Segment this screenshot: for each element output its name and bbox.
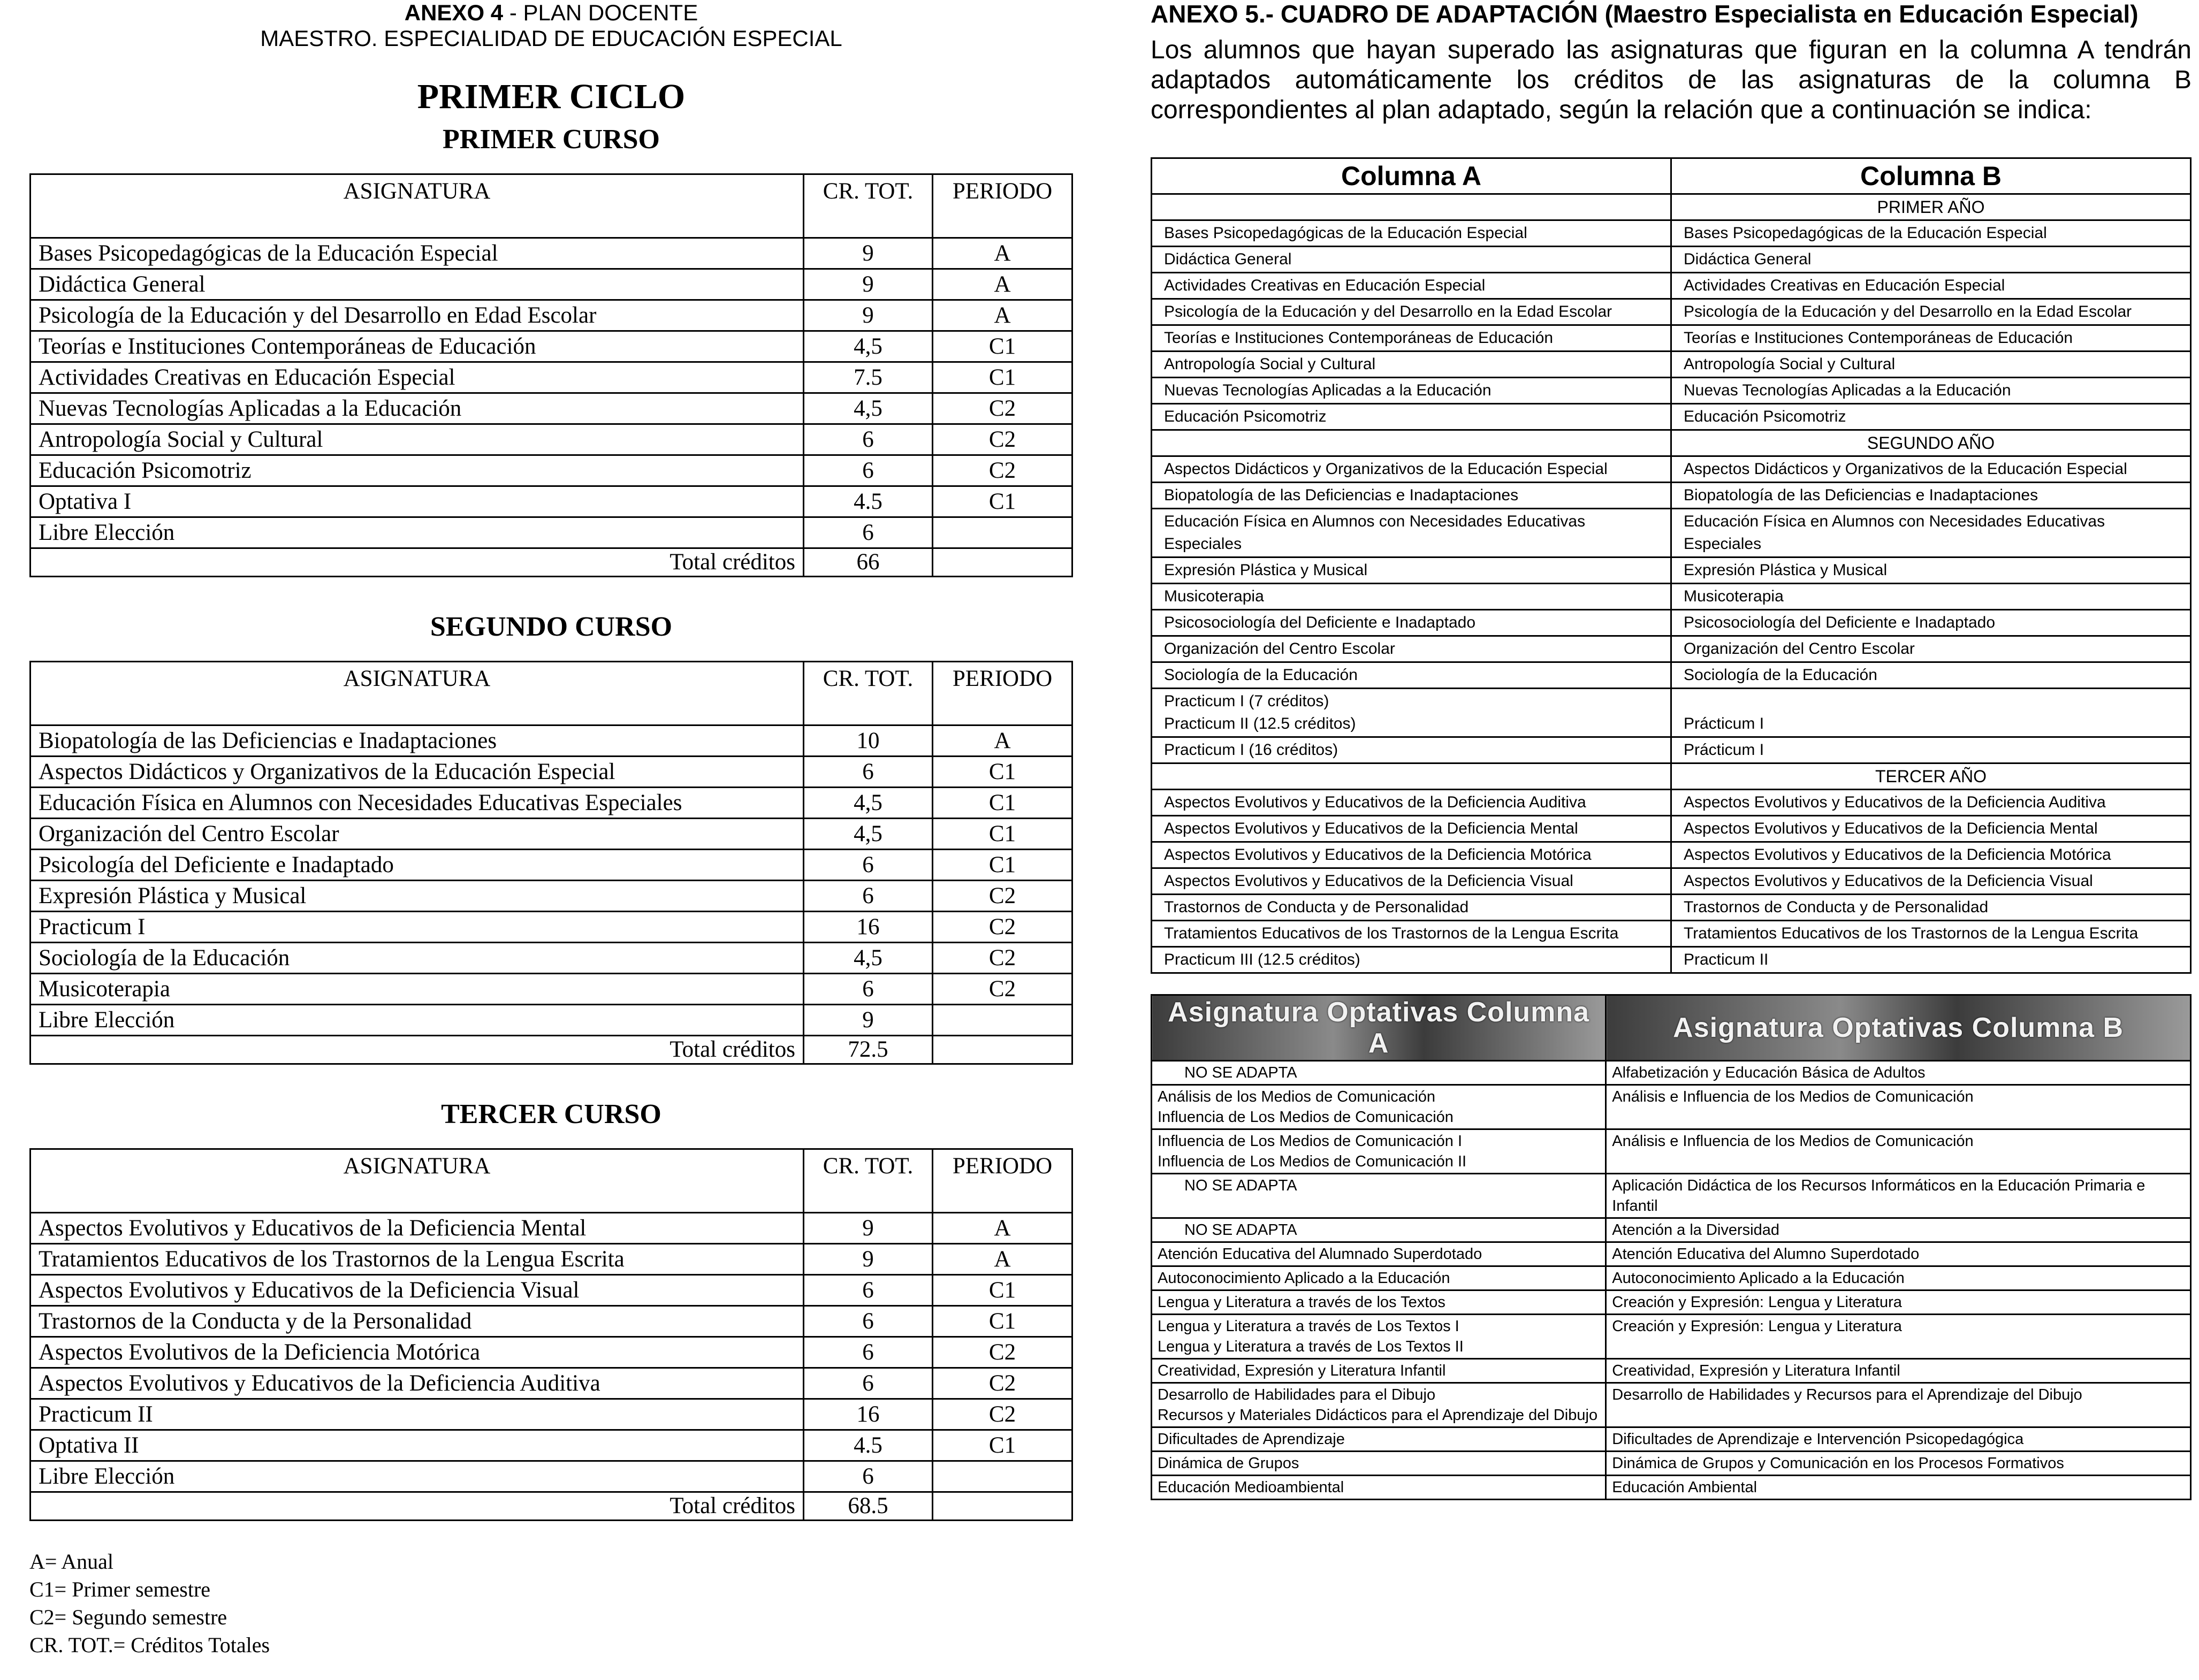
- asignatura-cell: Antropología Social y Cultural: [31, 424, 804, 455]
- opt-column-a-cell: Atención Educativa del Alumnado Superdotado: [1152, 1242, 1606, 1266]
- opt-column-a-cell: Educación Medioambiental: [1152, 1476, 1606, 1500]
- total-value: 72.5: [804, 1036, 933, 1064]
- table-row: [1152, 220, 2191, 247]
- table-row: [1152, 1061, 2191, 1085]
- opt-column-b-cell: Educación Ambiental: [1606, 1476, 2191, 1500]
- opt-column-a-cell: Lengua y Literatura a través de los Textos: [1152, 1290, 1606, 1315]
- creditos-cell: 6: [804, 850, 933, 881]
- table-row: [31, 757, 1072, 788]
- table-row: [1152, 790, 2191, 816]
- opt-column-b-header: Asignatura Optativas Columna B: [1606, 995, 2191, 1061]
- column-a-cell: Didáctica General: [1152, 247, 1671, 273]
- column-b-cell: Bases Psicopedagógicas de la Educación Especial: [1671, 220, 2191, 247]
- table-row: [31, 486, 1072, 517]
- asignatura-cell: Aspectos Evolutivos de la Deficiencia Motórica: [31, 1337, 804, 1368]
- cuadro-adaptacion: [1151, 0, 2192, 1500]
- table-row: [31, 974, 1072, 1005]
- table-row: [1152, 1315, 2191, 1359]
- legend: [29, 1548, 1073, 1659]
- periodo-cell: C1: [933, 757, 1072, 788]
- annex4-heading: [29, 0, 1073, 26]
- creditos-cell: 6: [804, 1337, 933, 1368]
- table-row: [1152, 352, 2191, 378]
- table-row: [31, 1306, 1072, 1337]
- total-empty: [933, 1492, 1072, 1521]
- table-row: [1152, 868, 2191, 895]
- creditos-cell: 9: [804, 1005, 933, 1036]
- plan-docente: [29, 0, 1073, 1659]
- table-row: [31, 943, 1072, 974]
- asignatura-cell: Expresión Plástica y Musical: [31, 881, 804, 912]
- opt-column-b-cell: Autoconocimiento Aplicado a la Educación: [1606, 1266, 2191, 1290]
- column-a-cell: Antropología Social y Cultural: [1152, 352, 1671, 378]
- column-b-cell: Psicosociología del Deficiente e Inadaptado: [1671, 610, 2191, 636]
- table-row: [31, 1213, 1072, 1244]
- periodo-cell: C2: [933, 424, 1072, 455]
- column-a-cell: Bases Psicopedagógicas de la Educación Especial: [1152, 220, 1671, 247]
- table-row: [1152, 689, 2191, 737]
- creditos-cell: 6: [804, 1275, 933, 1306]
- column-b-cell: Prácticum I: [1671, 689, 2191, 737]
- opt-column-b-cell: Aplicación Didáctica de los Recursos Informáticos en la Educación Primaria e Infantil: [1606, 1174, 2191, 1218]
- periodo-cell: A: [933, 726, 1072, 757]
- asignatura-cell: Educación Física en Alumnos con Necesidades Educativas Especiales: [31, 788, 804, 819]
- opt-column-a-cell: Análisis de los Medios de Comunicación Influencia de Los Medios de Comunicación: [1152, 1085, 1606, 1129]
- table-row: [1152, 1476, 2191, 1500]
- table-row: [1152, 558, 2191, 584]
- opt-column-b-cell: Dinámica de Grupos y Comunicación en los Procesos Formativos: [1606, 1452, 2191, 1476]
- column-b-cell: Aspectos Evolutivos y Educativos de la Deficiencia Visual: [1671, 868, 2191, 895]
- table-row: [1152, 1266, 2191, 1290]
- creditos-cell: 9: [804, 1244, 933, 1275]
- column-a-cell: Trastornos de Conducta y de Personalidad: [1152, 895, 1671, 921]
- table-row: [31, 517, 1072, 548]
- periodo-header: PERIODO: [933, 662, 1072, 726]
- column-b-cell: Didáctica General: [1671, 247, 2191, 273]
- table-row: [1152, 737, 2191, 763]
- creditos-cell: 6: [804, 1368, 933, 1399]
- asignatura-cell: Practicum I: [31, 912, 804, 943]
- column-a-cell: Aspectos Didácticos y Organizativos de la Educación Especial: [1152, 456, 1671, 483]
- column-b-cell: Aspectos Evolutivos y Educativos de la Deficiencia Auditiva: [1671, 790, 2191, 816]
- creditos-cell: 16: [804, 912, 933, 943]
- column-a-cell: Sociología de la Educación: [1152, 662, 1671, 689]
- periodo-cell: C2: [933, 1337, 1072, 1368]
- total-row: [31, 1036, 1072, 1064]
- opt-column-b-cell: Dificultades de Aprendizaje e Intervención Psicopedagógica: [1606, 1427, 2191, 1452]
- asignatura-cell: Didáctica General: [31, 269, 804, 300]
- asignatura-cell: Teorías e Instituciones Contemporáneas de Educación: [31, 331, 804, 362]
- table-row: [31, 881, 1072, 912]
- table-row: [31, 1244, 1072, 1275]
- opt-column-a-cell: Lengua y Literatura a través de Los Textos I Lengua y Literatura a través de Los Textos II: [1152, 1315, 1606, 1359]
- table-row: [1152, 1085, 2191, 1129]
- creditos-cell: 9: [804, 300, 933, 331]
- column-a-cell: Psicosociología del Deficiente e Inadaptado: [1152, 610, 1671, 636]
- creditos-cell: 6: [804, 517, 933, 548]
- column-a-cell: Practicum I (16 créditos): [1152, 737, 1671, 763]
- table-row: [31, 912, 1072, 943]
- table-row: [31, 393, 1072, 424]
- table-row: [1152, 430, 2191, 456]
- column-b-cell: Trastornos de Conducta y de Personalidad: [1671, 895, 2191, 921]
- column-a-cell: Teorías e Instituciones Contemporáneas de Educación: [1152, 325, 1671, 352]
- asignatura-cell: Psicología de la Educación y del Desarrollo en Edad Escolar: [31, 300, 804, 331]
- asignatura-cell: Tratamientos Educativos de los Trastornos de la Lengua Escrita: [31, 1244, 804, 1275]
- periodo-cell: C1: [933, 1430, 1072, 1461]
- opt-column-a-cell: Dinámica de Grupos: [1152, 1452, 1606, 1476]
- opt-column-b-cell: Análisis e Influencia de los Medios de Comunicación: [1606, 1129, 2191, 1174]
- asignatura-cell: Biopatología de las Deficiencias e Inadaptaciones: [31, 726, 804, 757]
- periodo-cell: C2: [933, 455, 1072, 486]
- total-label: Total créditos: [31, 548, 804, 577]
- opt-column-b-cell: Creación y Expresión: Lengua y Literatura: [1606, 1290, 2191, 1315]
- empty-cell: [1152, 763, 1671, 790]
- annex5-intro: Los alumnos que hayan superado las asignaturas que figuran en la columna A tendrán adaptados automáticamente los créditos de las asignaturas de la columna B correspondientes al plan adaptado, según la relación que a continuación se indica:: [1151, 36, 2192, 124]
- creditos-cell: 6: [804, 974, 933, 1005]
- column-b-cell: Aspectos Didácticos y Organizativos de la Educación Especial: [1671, 456, 2191, 483]
- column-a-cell: Practicum I (7 créditos) Practicum II (12.5 créditos): [1152, 689, 1671, 737]
- creditos-header: CR. TOT.: [804, 174, 933, 238]
- table-row: [1152, 1383, 2191, 1427]
- opt-column-a-header: Asignatura Optativas Columna A: [1152, 995, 1606, 1061]
- table-row: [1152, 404, 2191, 430]
- column-a-cell: Aspectos Evolutivos y Educativos de la Deficiencia Visual: [1152, 868, 1671, 895]
- column-b-cell: Practicum II: [1671, 947, 2191, 973]
- table-row: [1152, 509, 2191, 558]
- column-b-cell: Biopatología de las Deficiencias e Inadaptaciones: [1671, 483, 2191, 509]
- asignatura-cell: Sociología de la Educación: [31, 943, 804, 974]
- opt-column-b-cell: Creación y Expresión: Lengua y Literatura: [1606, 1315, 2191, 1359]
- column-b-cell: Educación Física en Alumnos con Necesidades Educativas Especiales: [1671, 509, 2191, 558]
- table-row: [31, 1005, 1072, 1036]
- creditos-cell: 9: [804, 238, 933, 269]
- column-b-cell: Aspectos Evolutivos y Educativos de la Deficiencia Motórica: [1671, 842, 2191, 868]
- asignatura-cell: Libre Elección: [31, 517, 804, 548]
- periodo-cell: C1: [933, 362, 1072, 393]
- creditos-header: CR. TOT.: [804, 662, 933, 726]
- opt-column-a-cell: NO SE ADAPTA: [1152, 1218, 1606, 1242]
- periodo-cell: [933, 517, 1072, 548]
- opt-column-b-cell: Creatividad, Expresión y Literatura Infantil: [1606, 1359, 2191, 1383]
- total-label: Total créditos: [31, 1036, 804, 1064]
- asignatura-cell: Libre Elección: [31, 1005, 804, 1036]
- opt-column-a-cell: Dificultades de Aprendizaje: [1152, 1427, 1606, 1452]
- column-b-cell: Educación Psicomotriz: [1671, 404, 2191, 430]
- creditos-cell: 6: [804, 757, 933, 788]
- table-row: [31, 455, 1072, 486]
- periodo-cell: C1: [933, 850, 1072, 881]
- creditos-cell: 6: [804, 1306, 933, 1337]
- annex4-subtitle: MAESTRO. ESPECIALIDAD DE EDUCACIÓN ESPECIAL: [260, 26, 842, 51]
- creditos-cell: 4,5: [804, 393, 933, 424]
- periodo-cell: [933, 1005, 1072, 1036]
- table-row: [1152, 1129, 2191, 1174]
- table-row: [31, 238, 1072, 269]
- column-b-cell: Antropología Social y Cultural: [1671, 352, 2191, 378]
- table-row: [31, 269, 1072, 300]
- table-row: [1152, 325, 2191, 352]
- creditos-cell: 9: [804, 1213, 933, 1244]
- table-row: [1152, 1452, 2191, 1476]
- opt-column-a-cell: Autoconocimiento Aplicado a la Educación: [1152, 1266, 1606, 1290]
- periodo-cell: C1: [933, 1275, 1072, 1306]
- total-value: 68.5: [804, 1492, 933, 1521]
- legend-item: CR. TOT.= Créditos Totales: [29, 1633, 270, 1657]
- table-row: [31, 850, 1072, 881]
- asignatura-cell: Psicología del Deficiente e Inadaptado: [31, 850, 804, 881]
- opt-column-a-cell: NO SE ADAPTA: [1152, 1174, 1606, 1218]
- column-b-cell: Aspectos Evolutivos y Educativos de la Deficiencia Mental: [1671, 816, 2191, 842]
- table-row: [31, 424, 1072, 455]
- column-a-cell: Organización del Centro Escolar: [1152, 636, 1671, 662]
- creditos-cell: 4.5: [804, 1430, 933, 1461]
- table-row: [31, 788, 1072, 819]
- asignatura-cell: Educación Psicomotriz: [31, 455, 804, 486]
- periodo-cell: C2: [933, 1368, 1072, 1399]
- table-row: [1152, 456, 2191, 483]
- section-label: SEGUNDO AÑO: [1671, 430, 2191, 456]
- column-a-cell: Educación Física en Alumnos con Necesidades Educativas Especiales: [1152, 509, 1671, 558]
- total-empty: [933, 1036, 1072, 1064]
- periodo-cell: A: [933, 1213, 1072, 1244]
- column-a-cell: Aspectos Evolutivos y Educativos de la Deficiencia Motórica: [1152, 842, 1671, 868]
- column-b-cell: Psicología de la Educación y del Desarrollo en la Edad Escolar: [1671, 299, 2191, 325]
- creditos-cell: 16: [804, 1399, 933, 1430]
- ciclo-title: PRIMER CICLO: [417, 77, 686, 116]
- table-row: [1152, 483, 2191, 509]
- opt-column-b-cell: Análisis e Influencia de los Medios de Comunicación: [1606, 1085, 2191, 1129]
- periodo-cell: C1: [933, 486, 1072, 517]
- total-label: Total créditos: [31, 1492, 804, 1521]
- table-row: [1152, 1359, 2191, 1383]
- column-b-cell: Teorías e Instituciones Contemporáneas de Educación: [1671, 325, 2191, 352]
- asignatura-header: ASIGNATURA: [31, 1149, 804, 1213]
- column-a-cell: Nuevas Tecnologías Aplicadas a la Educación: [1152, 378, 1671, 404]
- creditos-cell: 4,5: [804, 331, 933, 362]
- column-a-cell: Actividades Creativas en Educación Especial: [1152, 273, 1671, 299]
- table-row: [1152, 636, 2191, 662]
- periodo-cell: C1: [933, 1306, 1072, 1337]
- optativas-table: [1151, 994, 2192, 1500]
- asignatura-header: ASIGNATURA: [31, 174, 804, 238]
- creditos-cell: 4.5: [804, 486, 933, 517]
- periodo-cell: C2: [933, 1399, 1072, 1430]
- asignatura-cell: Libre Elección: [31, 1461, 804, 1492]
- creditos-cell: 6: [804, 881, 933, 912]
- periodo-cell: C2: [933, 974, 1072, 1005]
- periodo-cell: C1: [933, 819, 1072, 850]
- asignatura-cell: Actividades Creativas en Educación Especial: [31, 362, 804, 393]
- column-a-cell: Practicum III (12.5 créditos): [1152, 947, 1671, 973]
- column-a-cell: Musicoterapia: [1152, 584, 1671, 610]
- periodo-cell: A: [933, 238, 1072, 269]
- table-row: [31, 1368, 1072, 1399]
- total-row: [31, 548, 1072, 577]
- creditos-cell: 7.5: [804, 362, 933, 393]
- table-row: [1152, 247, 2191, 273]
- asignatura-cell: Trastornos de la Conducta y de la Personalidad: [31, 1306, 804, 1337]
- column-a-cell: Expresión Plástica y Musical: [1152, 558, 1671, 584]
- column-a-cell: Educación Psicomotriz: [1152, 404, 1671, 430]
- table-row: [1152, 1174, 2191, 1218]
- asignatura-cell: Optativa I: [31, 486, 804, 517]
- cursos-container: [29, 121, 1073, 1521]
- creditos-cell: 4,5: [804, 788, 933, 819]
- table-row: [1152, 921, 2191, 947]
- opt-column-a-cell: NO SE ADAPTA: [1152, 1061, 1606, 1085]
- asignatura-cell: Bases Psicopedagógicas de la Educación Especial: [31, 238, 804, 269]
- table-row: [1152, 662, 2191, 689]
- column-b-cell: Tratamientos Educativos de los Trastornos de la Lengua Escrita: [1671, 921, 2191, 947]
- periodo-cell: C2: [933, 881, 1072, 912]
- asignatura-cell: Practicum II: [31, 1399, 804, 1430]
- curso-title: TERCER CURSO: [441, 1099, 661, 1129]
- annex4-title: - PLAN DOCENTE: [503, 0, 698, 25]
- table-row: [1152, 1242, 2191, 1266]
- creditos-cell: 9: [804, 269, 933, 300]
- column-a-cell: Aspectos Evolutivos y Educativos de la Deficiencia Auditiva: [1152, 790, 1671, 816]
- periodo-cell: C2: [933, 912, 1072, 943]
- table-row: [1152, 194, 2191, 220]
- annex5-title: ANEXO 5.- CUADRO DE ADAPTACIÓN (Maestro Especialista en Educación Especial): [1151, 0, 2139, 28]
- column-b-cell: Actividades Creativas en Educación Especial: [1671, 273, 2191, 299]
- table-row: [1152, 947, 2191, 973]
- periodo-cell: A: [933, 300, 1072, 331]
- table-row: [1152, 584, 2191, 610]
- legend-item: C1= Primer semestre: [29, 1577, 211, 1601]
- periodo-cell: A: [933, 1244, 1072, 1275]
- table-row: [31, 1337, 1072, 1368]
- adaptation-table: [1151, 157, 2192, 974]
- asignatura-cell: Aspectos Evolutivos y Educativos de la Deficiencia Visual: [31, 1275, 804, 1306]
- asignatura-cell: Optativa II: [31, 1430, 804, 1461]
- table-row: [31, 1461, 1072, 1492]
- periodo-cell: [933, 1461, 1072, 1492]
- table-row: [31, 362, 1072, 393]
- creditos-cell: 6: [804, 455, 933, 486]
- opt-column-b-cell: Atención a la Diversidad: [1606, 1218, 2191, 1242]
- total-row: [31, 1492, 1072, 1521]
- total-value: 66: [804, 548, 933, 577]
- opt-column-b-cell: Alfabetización y Educación Básica de Adultos: [1606, 1061, 2191, 1085]
- periodo-cell: C1: [933, 788, 1072, 819]
- asignatura-cell: Musicoterapia: [31, 974, 804, 1005]
- column-a-header: Columna A: [1152, 158, 1671, 194]
- column-b-cell: Expresión Plástica y Musical: [1671, 558, 2191, 584]
- opt-column-b-cell: Desarrollo de Habilidades y Recursos para el Aprendizaje del Dibujo: [1606, 1383, 2191, 1427]
- table-row: [1152, 1427, 2191, 1452]
- curso-title: PRIMER CURSO: [443, 124, 660, 155]
- column-b-header: Columna B: [1671, 158, 2191, 194]
- table-row: [1152, 273, 2191, 299]
- total-empty: [933, 548, 1072, 577]
- course-table: [29, 173, 1073, 577]
- column-a-cell: Biopatología de las Deficiencias e Inadaptaciones: [1152, 483, 1671, 509]
- column-a-cell: Tratamientos Educativos de los Trastornos de la Lengua Escrita: [1152, 921, 1671, 947]
- table-row: [31, 1275, 1072, 1306]
- curso-title: SEGUNDO CURSO: [430, 612, 673, 642]
- legend-item: A= Anual: [29, 1549, 113, 1574]
- creditos-cell: 6: [804, 424, 933, 455]
- opt-column-b-cell: Atención Educativa del Alumno Superdotado: [1606, 1242, 2191, 1266]
- creditos-header: CR. TOT.: [804, 1149, 933, 1213]
- table-row: [31, 819, 1072, 850]
- empty-cell: [1152, 194, 1671, 220]
- section-label: TERCER AÑO: [1671, 763, 2191, 790]
- table-row: [1152, 1218, 2191, 1242]
- asignatura-cell: Aspectos Evolutivos y Educativos de la Deficiencia Auditiva: [31, 1368, 804, 1399]
- periodo-cell: C1: [933, 331, 1072, 362]
- asignatura-cell: Organización del Centro Escolar: [31, 819, 804, 850]
- periodo-header: PERIODO: [933, 1149, 1072, 1213]
- column-a-cell: Aspectos Evolutivos y Educativos de la Deficiencia Mental: [1152, 816, 1671, 842]
- table-row: [31, 1399, 1072, 1430]
- table-row: [31, 726, 1072, 757]
- table-row: [1152, 610, 2191, 636]
- table-row: [31, 331, 1072, 362]
- column-a-cell: Psicología de la Educación y del Desarrollo en la Edad Escolar: [1152, 299, 1671, 325]
- table-row: [31, 300, 1072, 331]
- table-row: [1152, 842, 2191, 868]
- opt-column-a-cell: Creatividad, Expresión y Literatura Infantil: [1152, 1359, 1606, 1383]
- course-table: [29, 1148, 1073, 1521]
- table-row: [1152, 763, 2191, 790]
- creditos-cell: 4,5: [804, 819, 933, 850]
- table-row: [1152, 895, 2191, 921]
- periodo-cell: C2: [933, 393, 1072, 424]
- opt-column-a-cell: Desarrollo de Habilidades para el Dibujo Recursos y Materiales Didácticos para el Aprendizaje del Dibujo: [1152, 1383, 1606, 1427]
- table-row: [1152, 378, 2191, 404]
- asignatura-cell: Aspectos Evolutivos y Educativos de la Deficiencia Mental: [31, 1213, 804, 1244]
- column-b-cell: Sociología de la Educación: [1671, 662, 2191, 689]
- column-b-cell: Organización del Centro Escolar: [1671, 636, 2191, 662]
- empty-cell: [1152, 430, 1671, 456]
- table-row: [31, 1430, 1072, 1461]
- legend-item: C2= Segundo semestre: [29, 1605, 227, 1629]
- table-row: [1152, 816, 2191, 842]
- creditos-cell: 6: [804, 1461, 933, 1492]
- asignatura-header: ASIGNATURA: [31, 662, 804, 726]
- periodo-cell: A: [933, 269, 1072, 300]
- column-b-cell: Musicoterapia: [1671, 584, 2191, 610]
- table-row: [1152, 1290, 2191, 1315]
- opt-column-a-cell: Influencia de Los Medios de Comunicación I Influencia de Los Medios de Comunicación II: [1152, 1129, 1606, 1174]
- creditos-cell: 10: [804, 726, 933, 757]
- creditos-cell: 4,5: [804, 943, 933, 974]
- section-label: PRIMER AÑO: [1671, 194, 2191, 220]
- asignatura-cell: Nuevas Tecnologías Aplicadas a la Educación: [31, 393, 804, 424]
- column-b-cell: Prácticum I: [1671, 737, 2191, 763]
- column-b-cell: Nuevas Tecnologías Aplicadas a la Educación: [1671, 378, 2191, 404]
- periodo-cell: C2: [933, 943, 1072, 974]
- annex4-label: ANEXO 4: [404, 0, 504, 25]
- asignatura-cell: Aspectos Didácticos y Organizativos de la Educación Especial: [31, 757, 804, 788]
- table-row: [1152, 299, 2191, 325]
- periodo-header: PERIODO: [933, 174, 1072, 238]
- course-table: [29, 661, 1073, 1065]
